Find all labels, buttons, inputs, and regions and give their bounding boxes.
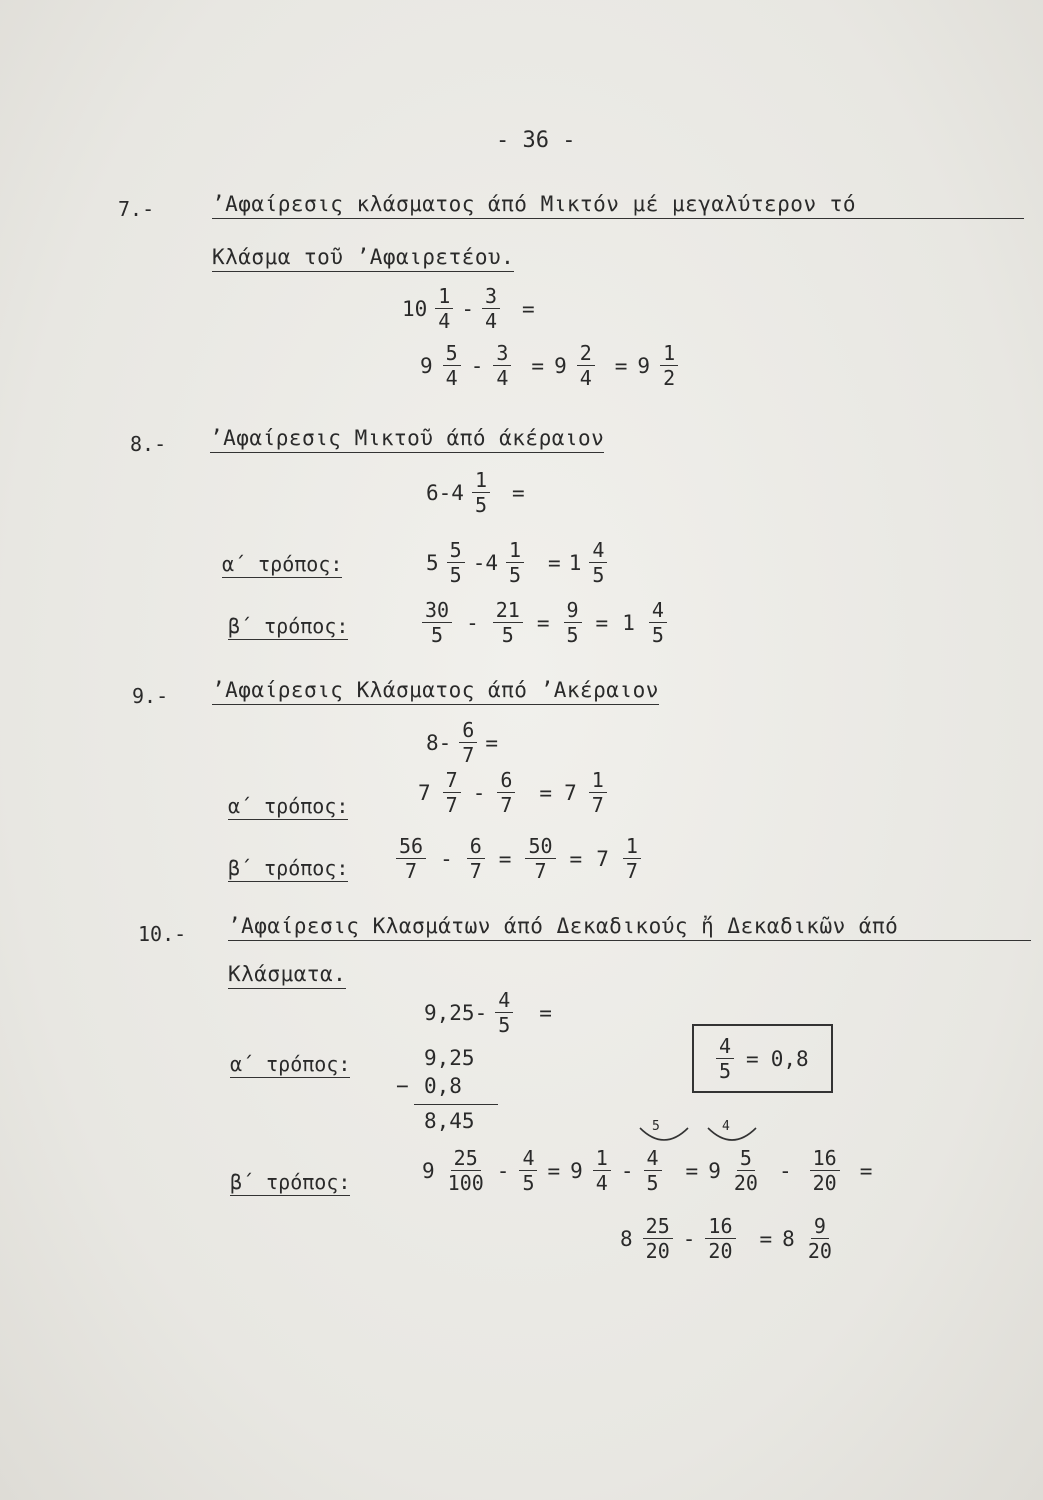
section-10-method-b-expression-1: 9 $\frac{25}{100}$ - $\frac{4}{5}$ = 9 $\frac{1}{4}$ - $\frac{4}{5}$ = 9 $\frac{5}{20}$ - $\frac{16}{20}$ = (422, 1146, 873, 1195)
section-9-method-b-label: β΄ τρόπος: (228, 856, 349, 880)
section-7-number: 7.- (118, 197, 155, 221)
section-8-method-a-label: α΄ τρόπος: (222, 552, 343, 576)
section-8-title: ’Αφαίρεσις Μικτοῦ άπό άκέραιον (210, 426, 604, 453)
section-10-method-a-label: α΄ τρόπος: (230, 1052, 351, 1076)
fraction: $\frac{3}{4}$ (482, 286, 500, 331)
minus-sign: − (396, 1074, 409, 1098)
section-9-title: ’Αφαίρεσις Κλάσματος άπό ’Ακέραιον (212, 678, 659, 705)
section-8-method-a-expression: 5 $\frac{5}{5}$ -4 $\frac{1}{5}$ = 1 $\frac{4}{5}$ (426, 540, 607, 585)
section-10-method-b-label: β΄ τρόπος: (230, 1170, 351, 1194)
section-10-title-line1: ’Αφαίρεσις Κλασμάτων άπό Δεκαδικούς ἤ Δεκαδικῶν άπό (228, 914, 1031, 941)
subtraction-top-value: 9,25 (424, 1046, 475, 1070)
multiplier-label-2: 4 (722, 1119, 730, 1134)
subtraction-subtrahend: 0,8 (424, 1074, 462, 1098)
section-10-title-line2: Κλάσματα. (228, 962, 346, 989)
section-9-expression-1: 8- $\frac{6}{7}$ = (426, 718, 498, 767)
section-9-method-a-label: α΄ τρόπος: (228, 794, 349, 818)
section-9-method-b-expression: $\frac{56}{7}$ - $\frac{6}{7}$ = $\frac{50}{7}$ = 7 $\frac{1}{7}$ (396, 836, 641, 881)
operator: - (461, 296, 474, 321)
equals: = (522, 296, 535, 321)
section-10-expression-1: 9,25- $\frac{4}{5}$ = (424, 988, 552, 1037)
section-8-method-b-label: β΄ τρόπος: (228, 614, 349, 638)
section-10-number: 10.- (138, 922, 187, 946)
section-7-expression-2: 9 $\frac{5}{4}$ - $\frac{3}{4}$ = 9 $\frac{2}{4}$ = 9 $\frac{1}{2}$ (420, 343, 678, 388)
section-7-expression-1 (402, 286, 535, 331)
multiplier-label-1: 5 (652, 1119, 660, 1134)
section-10-method-b-expression-2: 8 $\frac{25}{20}$ - $\frac{16}{20}$ = 8 $\frac{9}{20}$ (620, 1214, 832, 1263)
conversion-box: $\frac{4}{5}$ = 0,8 (692, 1024, 833, 1093)
page-number: - 36 - (496, 128, 576, 153)
subtraction-rule (414, 1104, 498, 1105)
fraction: $\frac{1}{4}$ (435, 286, 453, 331)
section-7-title-line1: ’Αφαίρεσις κλάσματος άπό Μικτόν μέ μεγαλύτερον τό (212, 192, 1024, 219)
section-7-title-line2: Κλάσμα τοῦ ’Αφαιρετέου. (212, 245, 514, 272)
section-9-method-a-expression: 7 $\frac{7}{7}$ - $\frac{6}{7}$ = 7 $\frac{1}{7}$ (418, 770, 607, 815)
section-8-method-b-expression: $\frac{30}{5}$ - $\frac{21}{5}$ = $\frac{9}{5}$ = 1 $\frac{4}{5}$ (422, 600, 667, 645)
section-8-number: 8.- (130, 432, 167, 456)
section-9-number: 9.- (132, 684, 169, 708)
section-8-expression-1: 6-4 $\frac{1}{5}$ = (426, 468, 525, 517)
whole: 10 (402, 296, 428, 321)
subtraction-result: 8,45 (424, 1109, 475, 1133)
